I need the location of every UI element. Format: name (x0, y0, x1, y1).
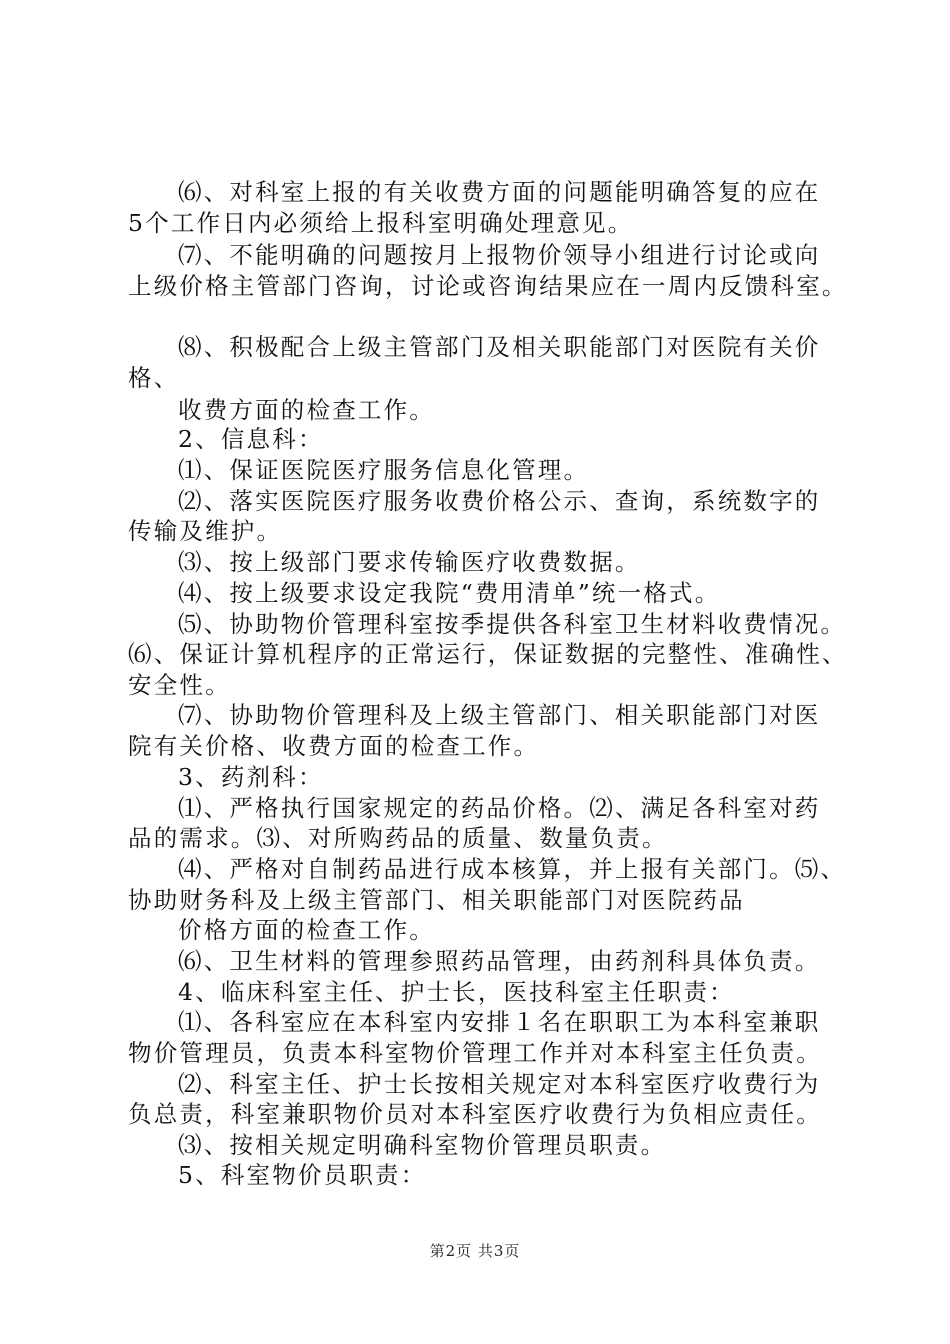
text-line: ⑵、科室主任、护士长按相关规定对本科室医疗收费行为 (178, 1070, 821, 1098)
text-line: 负总责，科室兼职物价员对本科室医疗收费行为负相应责任。 (128, 1100, 822, 1128)
text-line: ⑴、严格执行国家规定的药品价格。⑵、满足各科室对药 (178, 794, 821, 822)
text-line: ⑷、严格对自制药品进行成本核算，并上报有关部门。⑸、 (178, 855, 847, 883)
text-line: ⑻、积极配合上级主管部门及相关职能部门对医院有关价 (178, 333, 821, 361)
text-line: 物价管理员，负责本科室物价管理工作并对本科室主任负责。 (128, 1039, 822, 1067)
text-line: ⑴、各科室应在本科室内安排１名在职职工为本科室兼职 (178, 1008, 821, 1036)
text-line: ⑸、协助物价管理科室按季提供各科室卫生材料收费情况。 (178, 610, 847, 638)
text-line: 价格方面的检查工作。 (178, 916, 435, 944)
text-line: ⑷、按上级要求设定我院“费用清单”统一格式。 (178, 579, 721, 607)
text-line: ⑹、对科室上报的有关收费方面的问题能明确答复的应在 (178, 178, 821, 206)
text-line: ⑴、保证医院医疗服务信息化管理。 (178, 456, 590, 484)
text-line: 安全性。 (128, 671, 231, 699)
text-line: 上级价格主管部门咨询，讨论或咨询结果应在一周内反馈科室。 (128, 272, 848, 300)
text-line: ⑶、按相关规定明确科室物价管理员职责。 (178, 1131, 667, 1159)
text-line: ⑺、不能明确的问题按月上报物价领导小组进行讨论或向 (178, 241, 821, 269)
text-line: ⑶、按上级部门要求传输医疗收费数据。 (178, 548, 641, 576)
text-line: ⑵、落实医院医疗服务收费价格公示、查询，系统数字的 (178, 487, 821, 515)
text-line: 4、临床科室主任、护士长，医技科室主任职责： (178, 978, 735, 1006)
text-line: 5、科室物价员职责： (178, 1161, 427, 1189)
text-line: 品的需求。⑶、对所购药品的质量、数量负责。 (128, 824, 668, 852)
text-line: 院有关价格、收费方面的检查工作。 (128, 732, 540, 760)
text-line: 协助财务科及上级主管部门、相关职能部门对医院药品 (128, 886, 745, 914)
text-line: ⑹、卫生材料的管理参照药品管理，由药剂科具体负责。 (178, 947, 821, 975)
page-footer: 第2页 共3页 (429, 1242, 521, 1260)
text-line: 收费方面的检查工作。 (178, 396, 435, 424)
text-line: ⑹、保证计算机程序的正常运行，保证数据的完整性、准确性、 (128, 640, 848, 668)
text-line: 传输及维护。 (128, 517, 283, 545)
text-line: 3、药剂科： (178, 763, 324, 791)
text-line: 5个工作日内必须给上报科室明确处理意见。 (128, 209, 634, 237)
text-line: ⑺、协助物价管理科及上级主管部门、相关职能部门对医 (178, 701, 821, 729)
text-line: 2、信息科： (178, 425, 324, 453)
text-line: 格、 (128, 364, 180, 392)
